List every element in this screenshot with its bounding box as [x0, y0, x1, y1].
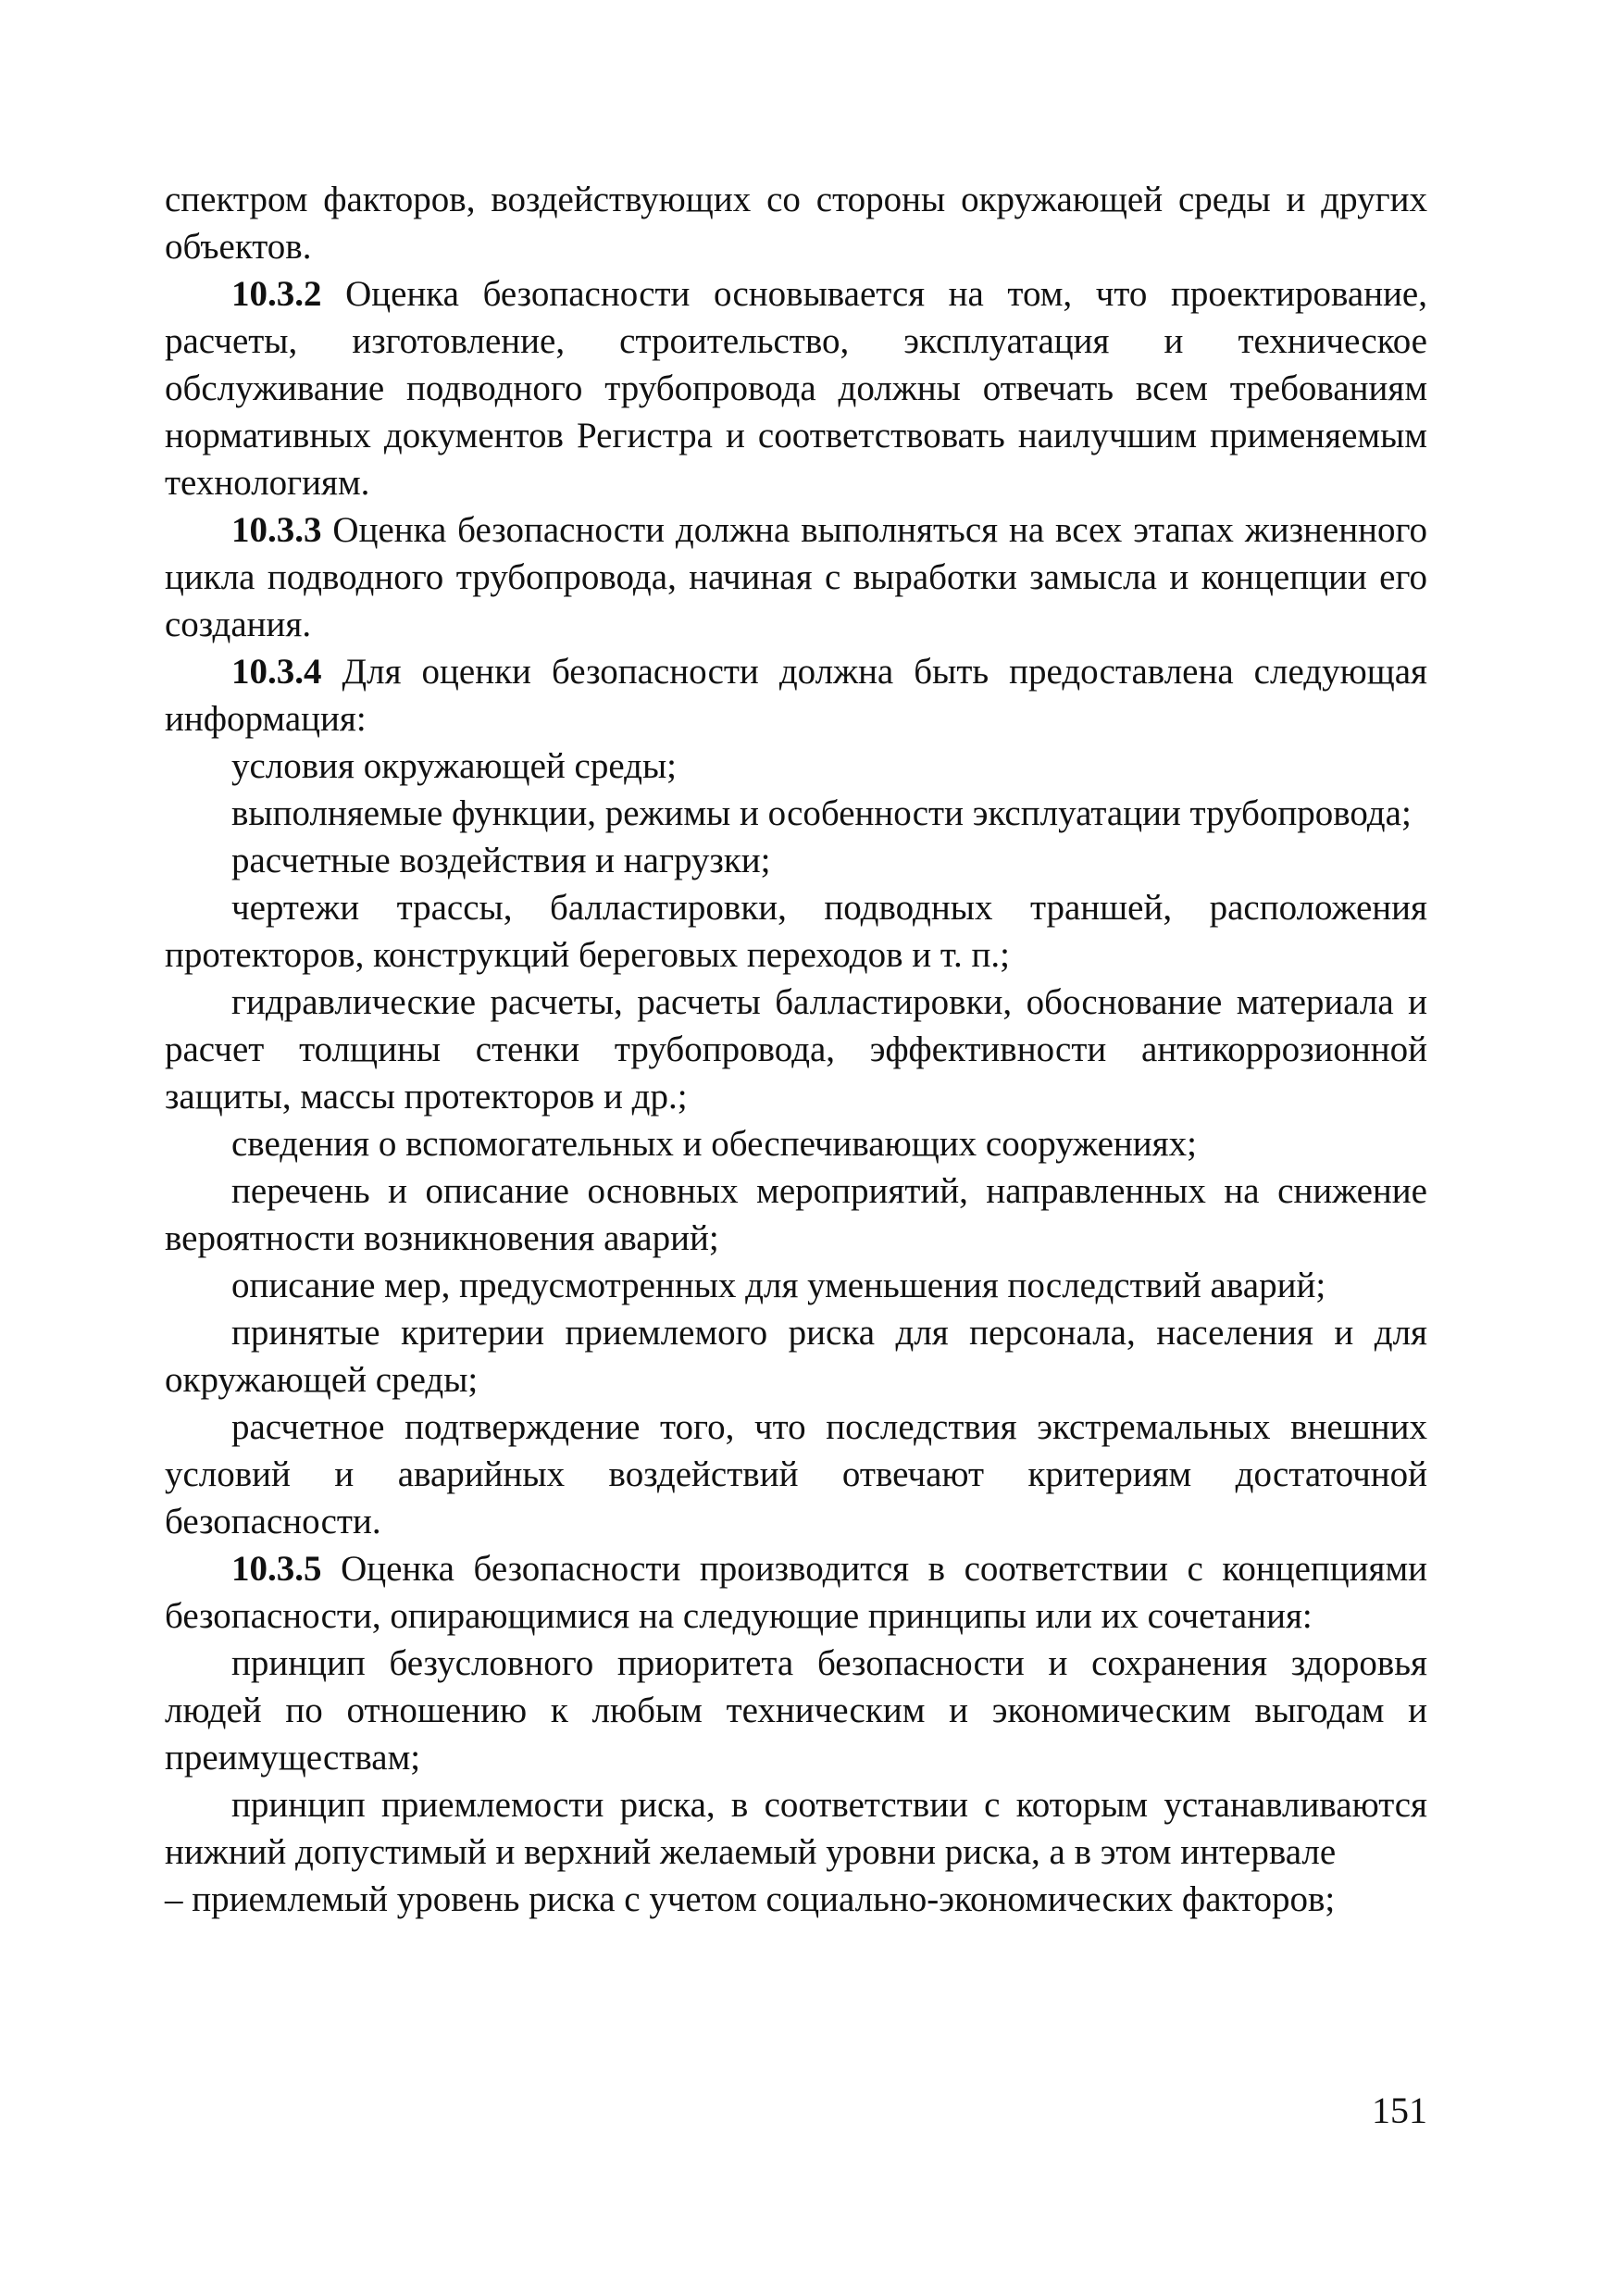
paragraph-text: Для оценки безопасности должна быть предоставлена следующая информация: — [165, 652, 1427, 739]
section-number: 10.3.5 — [231, 1549, 322, 1589]
paragraph-text: Оценка безопасности должна выполняться на всех этапах жизненного цикла подводного трубопровода, начиная с выработки замысла и концепции его создания. — [165, 510, 1427, 644]
paragraph-text: Оценка безопасности основывается на том, что проектирование, расчеты, изготовление, строительство, эксплуатация и техническое обслуживание подводного трубопровода должны отвечать всем требованиям нормативных документов Регистра и соответствовать наилучшим применяемым технологиям. — [165, 274, 1427, 503]
list-item: перечень и описание основных мероприятий, направленных на снижение вероятности возникновения аварий; — [165, 1171, 1427, 1258]
continuation-paragraph: спектром факторов, воздействующих со стороны окружающей среды и других объектов. — [165, 180, 1427, 267]
list-item: условия окружающей среды; — [231, 746, 678, 786]
list-item: описание мер, предусмотренных для уменьшения последствий аварий; — [231, 1266, 1326, 1305]
list-item: принцип приемлемости риска, в соответствии с которым устанавливаются нижний допустимый и верхний желаемый уровни риска, а в этом интервале — [165, 1785, 1427, 1872]
list-item: расчетные воздействия и нагрузки; — [231, 841, 771, 880]
list-item: выполняемые функции, режимы и особенности эксплуатации трубопровода; — [231, 793, 1412, 833]
list-item: гидравлические расчеты, расчеты балластировки, обоснование материала и расчет толщины стенки трубопровода, эффективности антикоррозионной защиты, массы протекторов и др.; — [165, 982, 1427, 1117]
paragraph-10-3-4 — [165, 648, 1427, 742]
paragraph-text: Оценка безопасности производится в соответствии с концепциями безопасности, опирающимися на следующие принципы или их сочетания: — [165, 1549, 1427, 1636]
list-item: чертежи трассы, балластировки, подводных траншей, расположения протекторов, конструкций береговых переходов и т. п.; — [165, 888, 1427, 975]
section-number: 10.3.3 — [231, 510, 322, 550]
paragraph-10-3-3 — [165, 506, 1427, 648]
list-item: принцип безусловного приоритета безопасности и сохранения здоровья людей по отношению к любым техническим и экономическим выгодам и преимуществам; — [165, 1643, 1427, 1778]
list-item: расчетное подтверждение того, что последствия экстремальных внешних условий и аварийных воздействий отвечают критериям достаточной безопасности. — [165, 1407, 1427, 1541]
paragraph-10-3-2 — [165, 270, 1427, 506]
body-text — [165, 176, 1427, 1923]
list-item: сведения о вспомогательных и обеспечивающих сооружениях; — [231, 1124, 1197, 1164]
list-item: принятые критерии приемлемого риска для персонала, населения и для окружающей среды; — [165, 1313, 1427, 1400]
paragraph-10-3-5 — [165, 1545, 1427, 1640]
page-number: 151 — [1372, 2090, 1427, 2131]
section-number: 10.3.2 — [231, 274, 322, 314]
section-number: 10.3.4 — [231, 652, 322, 692]
list-item-continuation: – приемлемый уровень риска с учетом социально-экономических факторов; — [165, 1879, 1336, 1919]
